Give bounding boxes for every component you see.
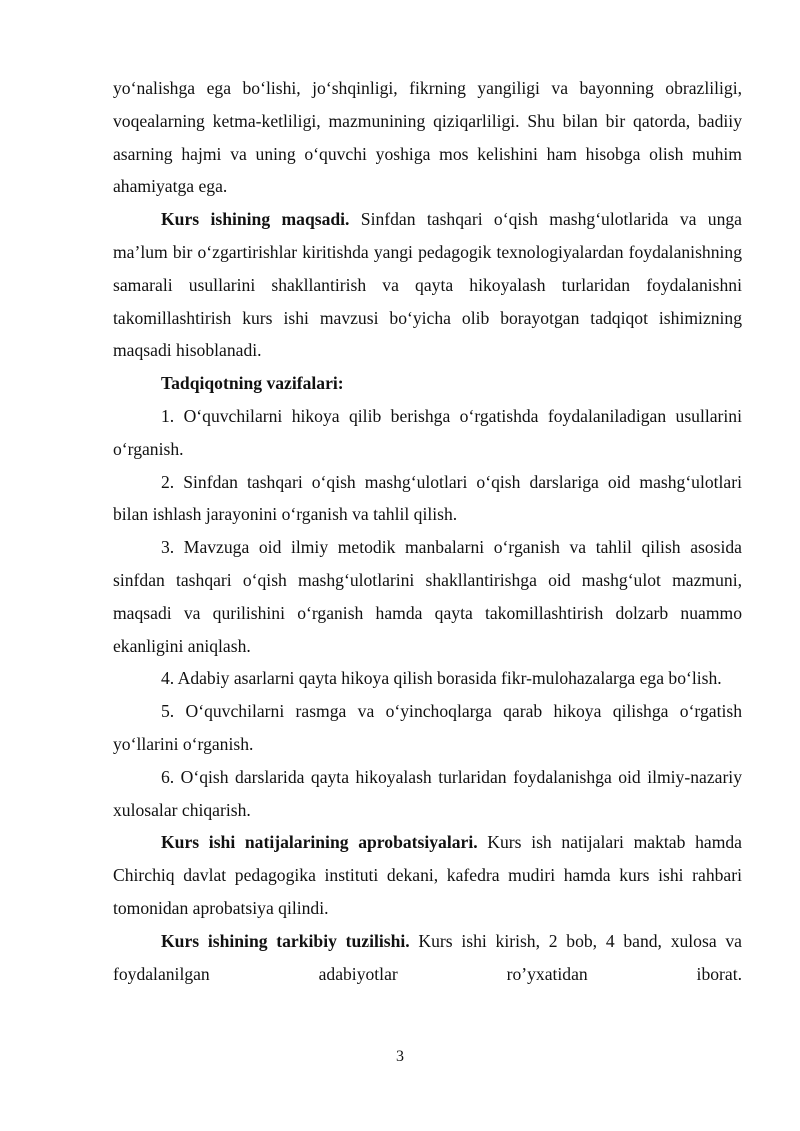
paragraph-goal — [113, 203, 742, 367]
tasks-heading-paragraph — [113, 367, 742, 400]
task-item-4: 4. Adabiy asarlarni qayta hikoya qilish borasida fikr-mulohazalarga ega bo‘lish. — [161, 668, 722, 689]
body-text — [113, 72, 742, 990]
approbation-heading: Kurs ishi natijalarining aprobatsiyalari. — [161, 832, 478, 853]
page-number: 3 — [396, 1048, 404, 1065]
paragraph-approbation — [113, 826, 742, 924]
paragraph-structure — [113, 925, 742, 991]
task-item-5: 5. O‘quvchilarni rasmga va o‘yinchoqlarga qarab hikoya qilishga o‘rgatish yo‘llarini o‘rganish. — [113, 701, 742, 754]
structure-text: Kurs ishi kirish, 2 bob, 4 band, xulosa va foydalanilgan adabiyotlar ro’yxatidan iborat. — [113, 930, 742, 984]
task-item-6: 6. O‘qish darslarida qayta hikoyalash turlaridan foydalanishga oid ilmiy-nazariy xulosalar chiqarish. — [113, 766, 742, 820]
tasks-heading: Tadqiqotning vazifalari: — [161, 373, 344, 394]
goal-heading: Kurs ishining maqsadi. — [161, 209, 350, 230]
task-item-1: 1. O‘quvchilarni hikoya qilib berishga o‘rgatishda foydalaniladigan usullarini o‘rganish. — [113, 405, 742, 459]
goal-text: Sinfdan tashqari o‘qish mashg‘ulotlarida va unga ma’lum bir o‘zgartirishlar kiritishda yangi pedagogik texnologiyalardan foydalanishning samarali usullarini shakllantirish va qayta hikoyalash turlaridan foydalanishni takomillashtirish kurs ishi mavzusi bo‘yicha olib borayotgan tadqiqot ishimizning maqsadi hisoblanadi. — [113, 209, 742, 361]
task-item-2: 2. Sinfdan tashqari o‘qish mashg‘ulotlari o‘qish darslariga oid mashg‘ulotlari bilan ishlash jarayonini o‘rganish va tahlil qilish. — [113, 471, 742, 525]
task-item-3: 3. Mavzuga oid ilmiy metodik manbalarni o‘rganish va tahlil qilish asosida sinfdan tashqari o‘qish mashg‘ulotlarini shakllantirishga oid mashg‘ulot mazmuni, maqsadi va qurilishini o‘rganish hamda qayta takomillashtirish dolzarb nuammo ekanligini aniqlash. — [113, 537, 742, 656]
approbation-text: Kurs ish natijalari maktab hamda Chirchiq davlat pedagogika instituti dekani, kafedra mudiri hamda kurs ishi rahbari tomonidan aprobatsiya qilindi. — [113, 832, 742, 918]
paragraph-intro-continuation: yo‘nalishga ega bo‘lishi, jo‘shqinligi, fikrning yangiligi va bayonning obrazliligi, voqealarning ketma-ketliligi, mazmunining qiziqarliligi. Shu bilan bir qatorda, badiiy asarning hajmi va uning o‘quvchi yoshiga mos kelishini ham hisobga olish muhim ahamiyatga ega. — [113, 78, 742, 197]
structure-heading: Kurs ishining tarkibiy tuzilishi. — [161, 930, 410, 951]
